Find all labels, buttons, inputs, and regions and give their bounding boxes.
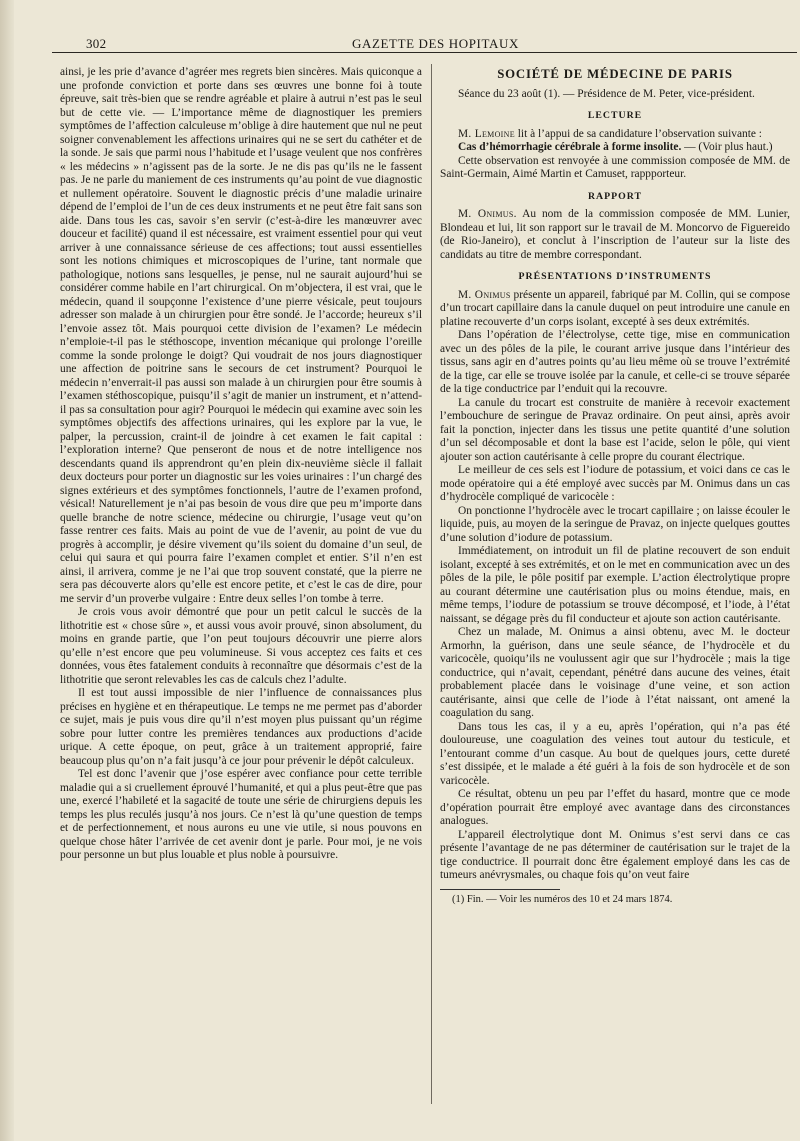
- case-title: Cas d’hémorrhagie cérébrale à forme insolite.: [458, 141, 682, 153]
- rapport-text: Au nom de la commission composée de MM. Lunier, Blondeau et lui, lit son rapport sur le travail de M. Moncorvo de Figuereido (de Rio-Janeiro), et conclut à l’inscription de l’auteur sur la liste des candidats au titre de membre correspondant.: [440, 208, 790, 261]
- presentations-heading: PRÉSENTATIONS D’INSTRUMENTS: [518, 271, 712, 282]
- page-number: 302: [86, 36, 107, 51]
- rapport-speaker: M. Onimus.: [458, 208, 517, 220]
- session-line: Séance du 23 août (1). — Présidence de M. Peter, vice-président.: [458, 87, 755, 100]
- running-title: GAZETTE DES HOPITAUX: [352, 36, 519, 51]
- left-column: [60, 66, 422, 1126]
- page-header: [52, 32, 797, 53]
- footnote-rule: [440, 889, 560, 890]
- footnote: (1) Fin. — Voir les numéros des 10 et 24 mars 1874.: [452, 893, 673, 905]
- commission-paragraph: Cette observation est renvoyée à une commission composée de MM. de Saint-Germain, Aimé Martin et Camuset, rappporteur.: [440, 154, 790, 180]
- presentation-text: présente un appareil, fabriqué par M. Collin, qui se compose d’un trocart capillaire dans la canule duquel on peut introduire une canule en platine recouverte d’un corps isolant, excepté à ses deux extrémités.: [440, 288, 790, 328]
- lecture-paragraph: [440, 128, 790, 142]
- right-paragraph-4: On ponctionne l’hydrocèle avec le trocart capillaire ; on laisse écouler le liquide, puis, au moyen de la seringue de Pravaz, on injecte quelques gouttes d’une solution d’iodure de potassium.: [440, 504, 790, 544]
- presentation-paragraph: [440, 289, 790, 330]
- right-paragraph-1: Dans l’opération de l’électrolyse, cette tige, mise en communication avec un des pôles de la pile, le courant arrive jusque dans l’intérieur des tissus, sans agir en d’autres points qu’au lieu même où se trouve l’extrémité de la tige, car elle se trouve isolée par la canule, et celle-ci se trouve séparée de la tige conductrice par l’enduit qui la recouvre.: [440, 329, 790, 395]
- right-paragraph-8: Ce résultat, obtenu un peu par l’effet du hasard, montre que ce mode d’opération pourrait être employé avec avantage dans des circonstances analogues.: [440, 788, 790, 827]
- rapport-heading: RAPPORT: [587, 190, 642, 202]
- lecture-speaker: M. Lemoine: [458, 127, 515, 140]
- column-divider: [431, 64, 432, 1104]
- right-column: [440, 66, 790, 1126]
- lecture-heading: LECTURE: [587, 110, 643, 121]
- right-paragraph-7: Dans tous les cas, il y a eu, après l’opération, qui n’a pas été douloureuse, une coagulation des veines tout autour du testicule, et l’entourant comme d’un casque. Au bout de quelques jours, cette dureté s’est dissipée, et le malade a été guéri à la fois de son hydrocèle et de son varicocèle.: [440, 720, 790, 787]
- page-edge-shadow: [0, 0, 14, 1141]
- presentation-speaker: M. Onimus: [458, 288, 511, 301]
- left-paragraph-3: Il est tout aussi impossible de nier l’influence de connaissances plus précises en hygiène et en thérapeutique. Le temps ne me permet pas d’aborder ce sujet, mais je puis vous dire qu’il n’est moyen plus puissant qu’un régime sobre pour lutter contre les premières tendances aux productions d’acide urique. A cette époque, on peut, grâce à un traitement approprié, faire beaucoup plus qu’on n’a fait jusqu’à ce jour pour prévenir le dépôt calculeux.: [60, 687, 422, 767]
- lecture-text: lit à l’appui de sa candidature l’observation suivante :: [514, 127, 762, 140]
- society-title: SOCIÉTÉ DE MÉDECINE DE PARIS: [497, 67, 733, 81]
- right-paragraph-9: L’appareil électrolytique dont M. Onimus s’est servi dans ce cas présente l’avantage de ne pas déterminer de cautérisation sur le trajet de la tige conductrice. Il pourrait donc être également employé dans les cas de tumeurs anévrysmales, ou chaque fois qu’on veut faire: [440, 828, 790, 881]
- case-paragraph: [440, 141, 790, 155]
- left-paragraph-4: Tel est donc l’avenir que j’ose espérer avec confiance pour cette terrible maladie qui a si cruellement éprouvé l’humanité, et qui a plus peut-être que pas une, exercé l’habileté et la sagacité de toute une série de chirurgiens depuis les temps les plus reculés jusqu’à nos jours. Ce n’est là qu’une question de temps et de perfectionnement, et nous aurons eu une vie utile, si nous pouvons en quelque chose hâter l’arrivée de cet avenir dont je parle. Pour moi, je ne vois pour personne un but plus louable et plus noble à poursuivre.: [60, 768, 422, 861]
- rapport-paragraph: [440, 208, 790, 262]
- right-paragraph-5: Immédiatement, on introduit un fil de platine recouvert de son enduit isolant, excepté à ses extrémités, et on le met en communication avec un des pôles de la pile, le pôle positif par exemple. L’action électrolytique propre au courant détermine une cautérisation plus ou moins étendue, mais, en même temps, l’iodure de potassium se trouve décomposé, et l’iode, à l’état naissant, se dégage près du fil conducteur et ajoute son action cautérisante.: [440, 545, 790, 625]
- left-paragraph-1: ainsi, je les prie d’avance d’agréer mes regrets bien sincères. Mais quiconque a une profonde conviction et porte dans ses œuvres une bonne foi à toute épreuve, sait très-bien que se rendre agréable et plaire à autrui n’est pas le seul but de cette vie. — L’importance même de diagnostiquer les premiers symptômes de l’affection calculeuse m’oblige à dire hautement que nul ne peut soigner convenablement les affections urinaires qui ne se sert du cathéter et de la sonde. Je sais que parmi nous l’habitude et l’usage veulent que nos confrères « les médecins » n’agissent pas de la sorte. Je ne dis pas qu’ils ne le fassent pas. Je ne parle du maniement de ces instruments qu’au point de vue diagnostic et nullement opératoire. Souvent le diagnostic précis d’une maladie urinaire dépend de l’emploi de l’un de ces deux instruments et ne peut être fait sans son aide. Dans tous les cas, savoir s’en servir (c’est-à-dire les manœuvrer avec douceur et facilité) quand il est nécessaire, est vraiment essentiel pour qui veut arriver à une connaissance sérieuse de ces affections; tout aussi essentielles sont les notions chimiques et microscopiques de l’urine, tant normale que pathologique, notions sans lesquelles, je pense, nul ne saurait aujourd’hui se considérer comme habile en l’art chirurgical. On m’objectera, il est vrai, que le médecin, quand il soupçonne l’existence d’une pierre vésicale, peut toujours adresser son malade à un chirurgien pour être sondé. Je l’accorde; heureux s’il l’envoie assez tôt. Mais pourquoi cette division de l’examen? Le médecin n’emploie-t-il pas le stéthoscope, invention mécanique qui prolonge l’oreille comme la sonde prolonge le doigt? Qui voudrait de nos jours diagnostiquer une affection de poitrine sans le secours de cet instrument? Pourquoi le médecin n’enverrait-il pas aussi son malade à un chirurgien pour être soumis à l’examen stéthoscopique, puisqu’il s’agit de manier un instrument, et n’attend-il pas sa consultation pour agir? Pourquoi le médecin qui examine avec soin les symptômes objectifs des affections urinaires, qui les explore par la vue, le palper, la percussion, craint-il de joindre à cet examen le fait capital : l’exploration interne? Que penseront de nous et de notre intelligence nos descendants quand ils apprendront qu’en plein dix-neuvième siècle il fallait deux docteurs pour porter un diagnostic sur les voies urinaires : l’un chargé des signes extérieurs et des symptômes fonctionnels, l’autre de l’examen profond, vésical! Naturellement je n’ai pas besoin de vous dire que peu m’importe dans quelle branche de notre science, médecine ou chirurgie, l’usage veut qu’on fasse rentrer ces faits. Mais au point de vue de l’avenir, au point de vue du progrès à accomplir, je désire vivement qu’ils soient du domaine d’un seul, de celui qui saura et qui pourra faire l’examen complet et entier. S’il n’en est ainsi, il arrivera, comme je ne l’ai que trop souvent constaté, que la pierre ne sera pas découverte alors qu’elle est encore petite, et c’est le cas de dire, pour me servir d’un proverbe vulgaire : Entre deux selles l’on tombe à terre.: [60, 66, 422, 605]
- left-paragraph-2: Je crois vous avoir démontré que pour un petit calcul le succès de la lithotritie est « chose sûre », et aussi vous avoir prouvé, sinon absolument, du moins en grande partie, que l’on peut toujours découvrir une pierre alors qu’elle n’est encore que peu volumineuse. Si vous acceptez ces faits et ces données, vous êtes fatalement conduits à reconnaître que désormais c’est de la lithotritie que seront relevables les cas de calculs chez l’adulte.: [60, 606, 422, 686]
- right-paragraph-3: Le meilleur de ces sels est l’iodure de potassium, et voici dans ce cas le mode opératoire qui a été employé avec succès par M. Onimus dans un cas d’hydrocèle compliqué de varicocèle :: [440, 464, 790, 503]
- right-paragraph-2: La canule du trocart est construite de manière à recevoir exactement l’embouchure de seringue de Pravaz ordinaire. On peut ainsi, après avoir fait la ponction, injecter dans les tissus une petite quantité d’une solution d’un sel décomposable et dont la base est l’acide, selon le pôle, qui vient ajouter son action cautérisante à celle propre du courant électrique.: [440, 396, 790, 463]
- case-reference: — (Voir plus haut.): [681, 141, 773, 153]
- right-paragraph-6: Chez un malade, M. Onimus a ainsi obtenu, avec M. le docteur Armorhn, la guérison, dans une seule séance, de l’hydrocèle et du varicocèle, quoiqu’ils ne voulussent agir que sur l’hydrocèle ; mais la tige conductrice, qui n’avait, cependant, pénétré dans aucune des veines, était probablement placée dans le voisinage d’une veine, et son action cautérisante, ainsi que celle de l’iode à l’état naissant, ont amené la coagulation du sang.: [440, 626, 790, 719]
